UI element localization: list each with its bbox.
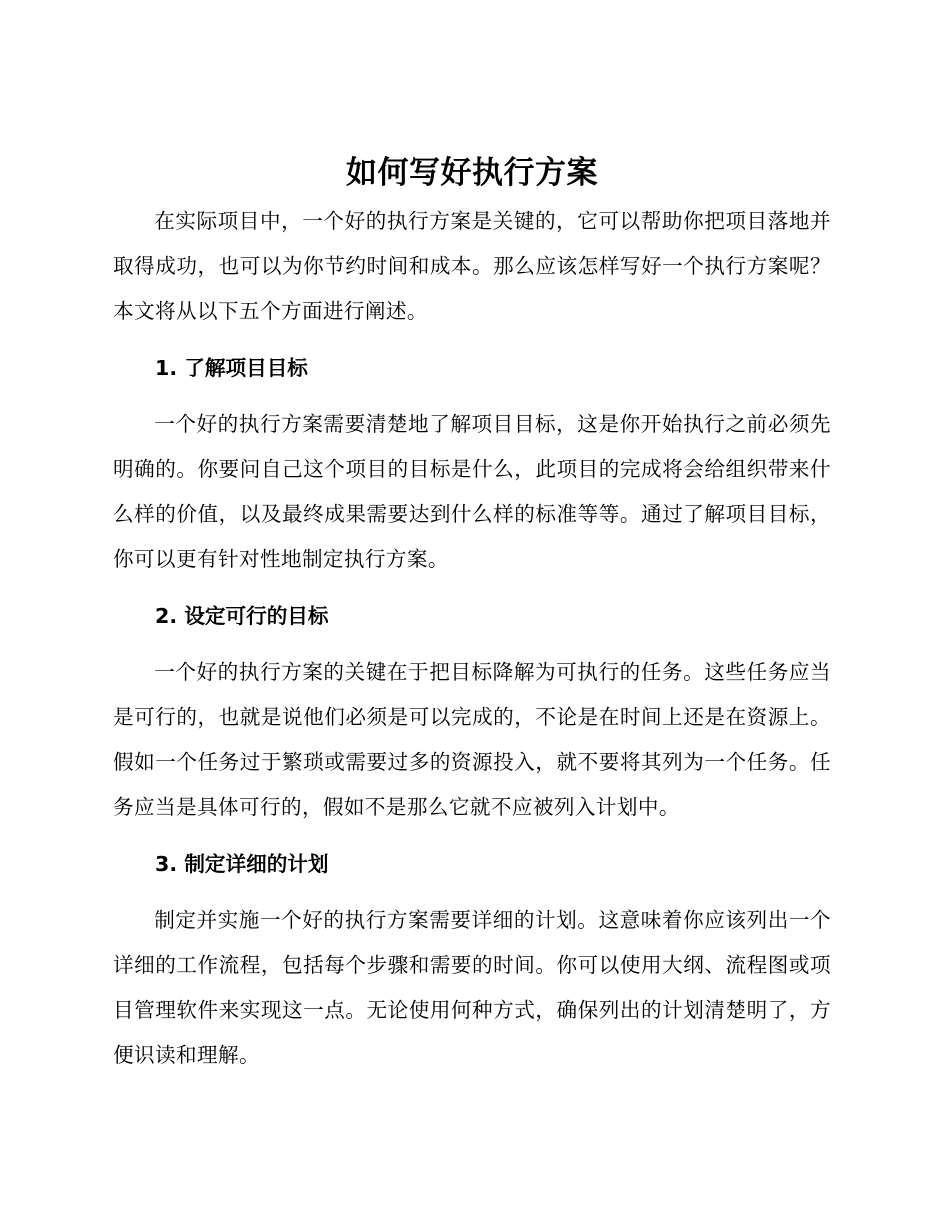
- section-body-3: 制定并实施一个好的执行方案需要详细的计划。这意味着你应该列出一个详细的工作流程，包括每个步骤和需要的时间。你可以使用大纲、流程图或项目管理软件来实现这一点。无论使用何种方式，确保列出的计划清楚明了，方便识读和理解。: [113, 908, 831, 1067]
- document-title: 如何写好执行方案: [346, 155, 598, 191]
- document-page: [113, 148, 831, 1078]
- spacer: [113, 876, 831, 898]
- spacer: [113, 628, 831, 650]
- intro-paragraph: 在实际项目中，一个好的执行方案是关键的，它可以帮助你把项目落地并取得成功，也可以为你节约时间和成本。那么应该怎样写好一个执行方案呢？本文将从以下五个方面进行阐述。: [113, 209, 831, 323]
- section-heading-3: 3. 制定详细的计划: [155, 852, 329, 876]
- section-heading-1: 1. 了解项目目标: [155, 356, 308, 380]
- spacer: [113, 582, 831, 604]
- section-body-2: 一个好的执行方案的关键在于把目标降解为可执行的任务。这些任务应当是可行的，也就是说他们必须是可以完成的，不论是在时间上还是在资源上。假如一个任务过于繁琐或需要过多的资源投入，就不要将其列为一个任务。任务应当是具体可行的，假如不是那么它就不应被列入计划中。: [113, 660, 831, 819]
- spacer: [113, 830, 831, 852]
- section-heading-2: 2. 设定可行的目标: [155, 604, 329, 628]
- section-body-1: 一个好的执行方案需要清楚地了解项目目标，这是你开始执行之前必须先明确的。你要问自己这个项目的目标是什么，此项目的完成将会给组织带来什么样的价值，以及最终成果需要达到什么样的标准等等。通过了解项目目标，你可以更有针对性地制定执行方案。: [113, 412, 831, 571]
- spacer: [113, 380, 831, 402]
- spacer: [113, 334, 831, 356]
